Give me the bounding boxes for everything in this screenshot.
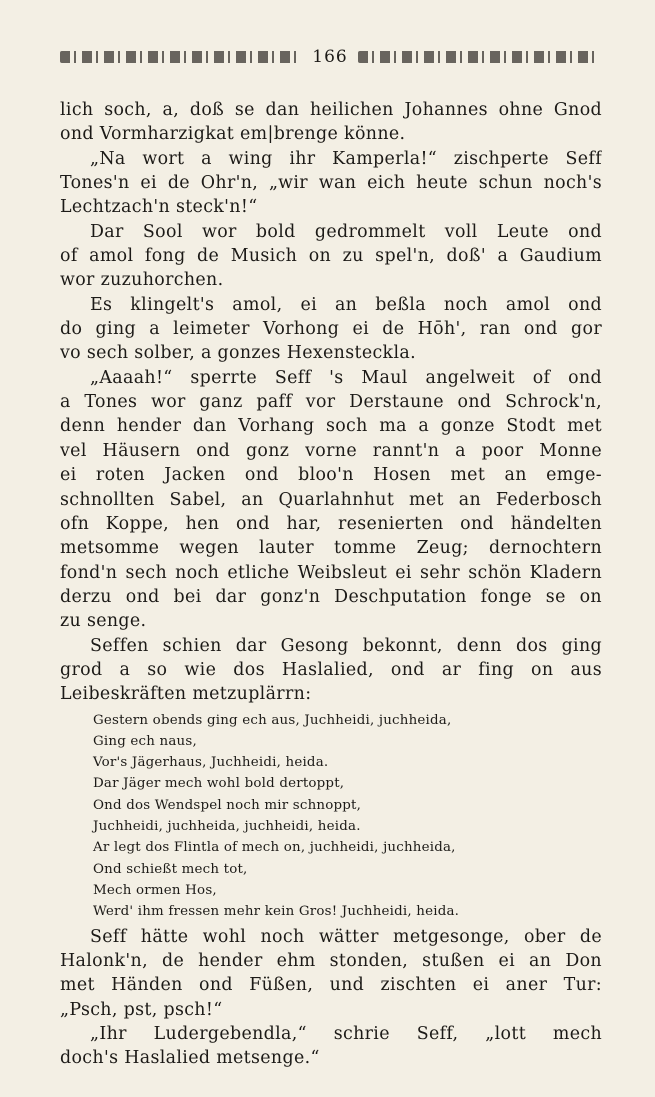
text-line: ofn Koppe, hen ond har, resenierten ond händelten	[60, 513, 602, 534]
text-line: metsomme wegen lauter tomme Zeug; dernochtern	[60, 538, 602, 559]
page-header	[60, 44, 600, 70]
text-line: Lechtzach'n steck'n!“	[60, 197, 258, 218]
verse-line: Ond schießt mech tot,	[93, 861, 248, 877]
text-line: of amol fong de Musich on zu spel'n, doß' a Gaudium	[60, 246, 602, 267]
verse-line: Gestern obends ging ech aus, Juchheidi, juchheida,	[93, 712, 452, 728]
page-number: 166	[312, 47, 348, 67]
text-line: Es klingelt's amol, ei an beßla noch amol ond	[90, 294, 602, 315]
text-line: Tones'n ei de Ohr'n, „wir wan eich heute schun noch's	[60, 173, 602, 194]
text-line: a Tones wor ganz paff vor Derstaune ond Schrock'n,	[60, 392, 602, 413]
text-line: zu senge.	[60, 611, 147, 632]
text-line: denn hender dan Vorhang soch ma a gonze Stodt met	[60, 416, 602, 437]
text-line: Halonk'n, de hender ehm stonden, stußen ei an Don	[60, 950, 602, 971]
verse-line: Ging ech naus,	[93, 733, 197, 749]
song-verse	[60, 710, 602, 923]
text-line: vel Häusern ond gonz vorne rannt'n a poor Monne	[60, 440, 602, 461]
verse-line: Mech ormen Hos,	[93, 882, 217, 898]
verse-line: Vor's Jägerhaus, Juchheidi, heida.	[93, 755, 329, 771]
verse-line: Dar Jäger mech wohl bold dertoppt,	[93, 776, 345, 792]
text-line: ond Vormharzigkat em|brenge könne.	[60, 124, 406, 145]
text-line: ei roten Jacken ond bloo'n Hosen met an emge-	[60, 465, 602, 486]
text-line: met Händen ond Füßen, und zischten ei aner Tur:	[60, 975, 602, 996]
text-line: vo sech solber, a gonzes Hexensteckla.	[60, 343, 416, 364]
right-ornament	[358, 51, 600, 63]
text-line: „Na wort a wing ihr Kamperla!“ zischperte Seff	[90, 148, 602, 169]
text-line: schnollten Sabel, an Quarlahnhut met an Federbosch	[60, 489, 602, 510]
text-line: fond'n sech noch etliche Weibsleut ei sehr schön Kladern	[60, 562, 602, 583]
text-line: „Ihr Ludergebendla,“ schrie Seff, „lott mech	[90, 1023, 602, 1044]
text-line: Dar Sool wor bold gedrommelt voll Leute ond	[90, 221, 602, 242]
text-line: wor zuzuhorchen.	[60, 270, 224, 291]
text-line: „Aaaah!“ sperrte Seff 's Maul angelweit of ond	[90, 367, 602, 388]
text-line: grod a so wie dos Haslalied, ond ar fing on aus	[60, 659, 602, 680]
text-line: „Psch, pst, psch!“	[60, 999, 223, 1020]
left-ornament	[60, 51, 302, 63]
verse-line: Ar legt dos Flintla of mech on, juchheidi, juchheida,	[93, 840, 456, 856]
verse-line: Ond dos Wendspel noch mir schnoppt,	[93, 797, 362, 813]
text-line: do ging a leimeter Vorhong ei de Hōh', ran ond gor	[60, 319, 602, 340]
verse-line: Werd' ihm fressen mehr kein Gros! Juchheidi, heida.	[93, 904, 460, 920]
text-line: Seff hätte wohl noch wätter metgesonge, ober de	[90, 926, 602, 947]
text-line: Leibeskräften metzuplärrn:	[60, 684, 312, 705]
verse-line: Juchheidi, juchheida, juchheidi, heida.	[93, 819, 361, 835]
text-line: lich soch, a, doß se dan heilichen Johannes ohne Gnod	[60, 100, 602, 120]
text-line: doch's Haslalied metsenge.“	[60, 1048, 320, 1069]
page-body	[60, 98, 602, 1071]
text-line: Seffen schien dar Gesong bekonnt, denn dos ging	[90, 635, 602, 656]
text-line: derzu ond bei dar gonz'n Deschputation fonge se on	[60, 586, 602, 607]
